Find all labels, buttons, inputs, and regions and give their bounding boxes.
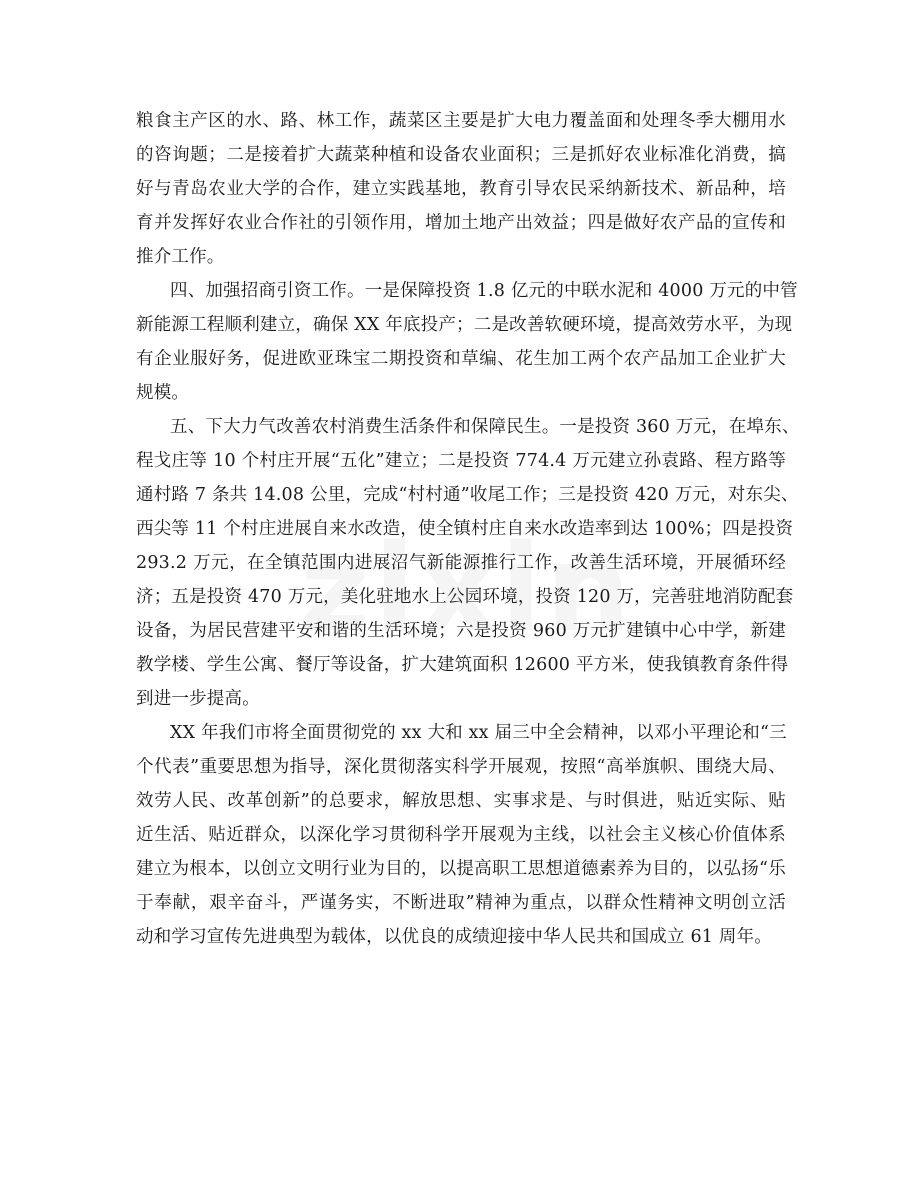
text-line: 的咨询题；二是接着扩大蔬菜种植和设备农业面积；三是抓好农业标准化消费，搞	[136, 145, 786, 165]
text-line: 教学楼、学生公寓、餐厅等设备，扩大建筑面积 12600 平方米，使我镇教育条件得	[136, 655, 789, 675]
paragraph-investment	[136, 274, 798, 410]
text-line: 近生活、贴近群众，以深化学习贯彻科学开展观为主线，以社会主义核心价值体系	[136, 825, 786, 845]
text-line: XX 年我们市将全面贯彻党的 xx 大和 xx 届三中全会精神，以邓小平理论和“三	[170, 723, 787, 743]
text-line: 推介工作。	[136, 247, 225, 267]
text-line: 到进一步提高。	[136, 689, 260, 709]
text-line: 程戈庄等 10 个村庄开展“五化”建立；二是投资 774.4 万元建立孙袁路、程方路等	[136, 451, 786, 471]
text-line: 效劳人民、改革创新”的总要求，解放思想、实事求是、与时俱进，贴近实际、贴	[136, 791, 786, 811]
text-line: 规模。	[136, 383, 190, 403]
text-line: 粮食主产区的水、路、林工作，蔬菜区主要是扩大电力覆盖面和处理冬季大棚用水	[136, 111, 786, 131]
paragraph-agriculture	[136, 104, 786, 274]
text-line: 个代表”重要思想为指导，深化贯彻落实科学开展观，按照“高举旗帜、围绕大局、	[136, 757, 786, 777]
text-line: 济；五是投资 470 万元，美化驻地水上公园环境，投资 120 万，完善驻地消防配套	[136, 587, 794, 607]
text-line: 有企业服好务，促进欧亚珠宝二期投资和草编、花生加工两个农产品加工企业扩大	[136, 349, 786, 369]
text-line: 五、下大力气改善农村消费生活条件和保障民生。一是投资 360 万元，在埠东、	[170, 417, 800, 437]
text-line: 好与青岛农业大学的合作，建立实践基地，教育引导农民采纳新技术、新品种，培	[136, 179, 786, 199]
text-line: 新能源工程顺利建立，确保 XX 年底投产；二是改善软硬环境，提高效劳水平，为现	[136, 315, 793, 335]
text-line: 293.2 万元，在全镇范围内进展沼气新能源推行工作，改善生活环境，开展循环经	[136, 553, 786, 573]
text-line: 建立为根本，以创立文明行业为目的，以提高职工思想道德素养为目的，以弘扬“乐	[136, 859, 786, 879]
document-body	[136, 104, 800, 954]
text-line: 动和学习宣传先进典型为载体，以优良的成绩迎接中华人民共和国成立 61 周年。	[136, 927, 772, 947]
text-line: 育并发挥好农业合作社的引领作用，增加土地产出效益；四是做好农产品的宣传和	[136, 213, 786, 233]
text-line: 西尖等 11 个村庄进展自来水改造，使全镇村庄自来水改造率到达 100%；四是投资	[136, 519, 794, 539]
paragraph-plan	[136, 716, 786, 954]
text-line: 通村路 7 条共 14.08 公里，完成“村村通”收尾工作；三是投资 420 万元，对东尖、	[136, 485, 799, 505]
paragraph-livelihood	[136, 410, 800, 716]
text-line: 四、加强招商引资工作。一是保障投资 1.8 亿元的中联水泥和 4000 万元的中管	[170, 281, 798, 301]
text-line: 设备，为居民营建平安和谐的生活环境；六是投资 960 万元扩建镇中心中学，新建	[136, 621, 786, 641]
text-line: 于奉献，艰辛奋斗，严谨务实，不断进取”精神为重点，以群众性精神文明创立活	[136, 893, 786, 913]
